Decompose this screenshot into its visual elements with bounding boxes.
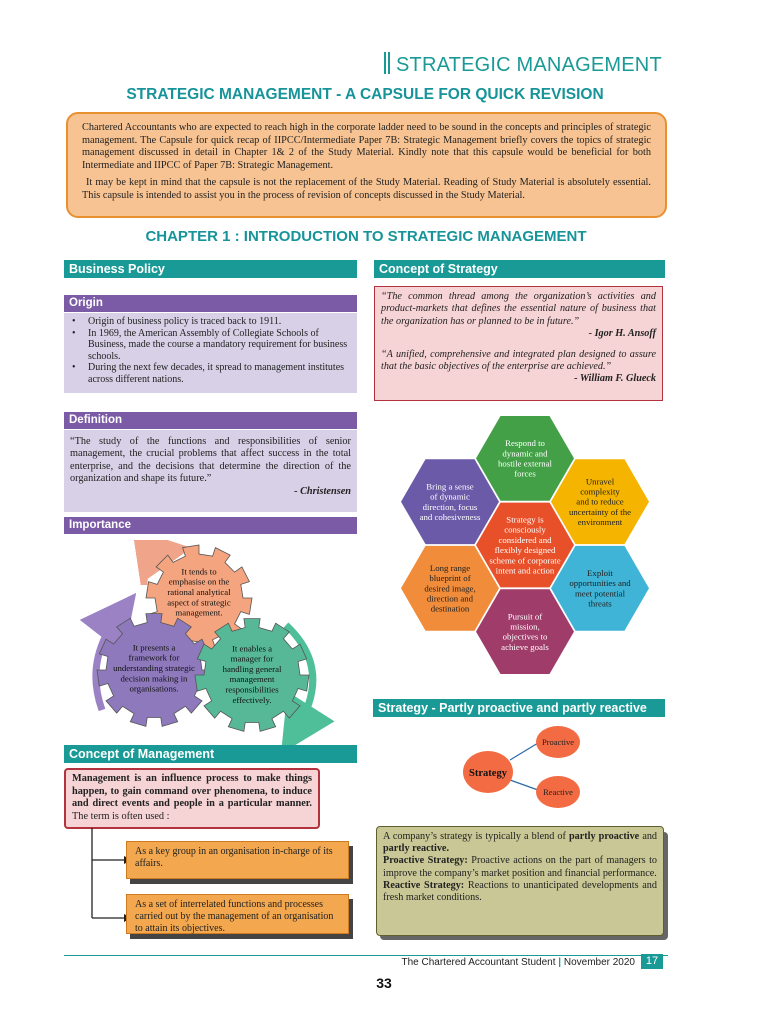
management-use-box: As a key group in an organisation in-charge of its affairs. [126,841,349,879]
gear-right-text: manager for [230,653,274,664]
proactive-strategy-def [383,855,657,879]
management-definition-box [64,768,320,829]
strategy-quote-2: “A unified, comprehensive and integrated plan designed to assure that the basic objectives of the enterprise are achieved.” [381,348,656,373]
gear-right-text: It enables a [231,643,273,654]
definition-text: “The study of the functions and responsibilities of senior management, the crucial problems that affect success in the total enterprise, and the decisions that determine the direction of the organization and shape its future.” [70,436,351,484]
footer-journal: The Chartered Accountant Student [401,957,556,968]
strategy-quote-1: “The common thread among the organization’s activities and product-markets that defines the essential nature of business that the organization has or planned to be in future.” [381,291,656,327]
hexagon-upper-right-text: and to reduce [576,496,624,507]
origin-point: • During the next few decades, it spread to management institutes across different nations. [72,362,351,385]
intro-paragraph-2: It may be kept in mind that the capsule is not the replacement of the Study Material. Reading of Study Material is absolutely essential. This capsule is intended to assist you in the process of revision of concepts discussed in the Study Material. [82,177,651,201]
gear-left-text: decision making in [120,673,188,684]
proactive-node-label: Proactive [541,737,575,747]
hexagon-lower-right-text: opportunities and [569,578,631,589]
origin-list [72,316,351,386]
hexagon-center-text: scheme of corporate [489,555,561,566]
management-definition-bold: Management is an influence process to make things happen, to gain command over phenomena, to induce and direct events and people in a particular manner. [72,773,312,810]
hexagon-bottom-text: objectives to [502,631,548,642]
reactive-node-label: Reactive [543,787,573,797]
hexagon-center-text: Strategy is [506,514,544,525]
footer-separator: | [555,957,564,968]
proactive-strategy-label: Proactive Strategy: [383,855,468,867]
gear-left-text: framework for [128,652,180,663]
running-head-text: STRATEGIC MANAGEMENT [396,54,662,76]
hexagon-top-text: hostile external [498,458,552,469]
origin-heading: Origin [64,295,357,312]
gear-left-text: It presents a [132,642,176,653]
gear-top-text: It tends to [181,566,217,577]
hexagon-lower-right-text: meet potential [574,588,626,599]
gear-top-text: aspect of strategic [167,597,231,608]
gear-right-text: management [229,674,275,685]
hexagon-lower-right-text: threats [588,598,612,609]
footer-folio: 17 [641,954,663,969]
reactive-strategy-text: Reactions to unanticipated developments and fresh market conditions. [383,879,657,904]
hexagon-center-text: consciously [504,524,546,535]
page-number: 33 [376,975,392,991]
hexagon-upper-left-text: direction, focus [422,501,478,512]
importance-gears-diagram [64,540,360,750]
strategy-quotes-box [374,286,663,401]
hexagon-upper-right-text: environment [577,517,623,528]
reactive-strategy-label: Reactive Strategy: [383,879,465,891]
gear-right-text: responsibilities [225,684,279,695]
strategy-quote-1-attribution: - Igor H. Ansoff [588,328,656,340]
hexagon-upper-left-text: and cohesiveness [419,512,481,522]
blend-intro-and: and [642,831,658,842]
concept-of-management-heading: Concept of Management [64,745,357,763]
origin-box [64,313,357,393]
blend-intro [383,831,657,855]
hexagon-lower-right-text: Exploit [587,568,613,578]
blend-intro-text: A company’s strategy is typically a blend of [383,831,566,842]
gear-right-text: effectively. [232,694,272,705]
strategy-nature-heading: Strategy - Partly proactive and partly reactive [373,699,665,717]
running-head-bars [384,52,390,74]
definition-heading: Definition [64,412,357,429]
page-title: STRATEGIC MANAGEMENT - A CAPSULE FOR QUICK REVISION [126,86,604,103]
gear-top-text: management. [175,607,223,618]
origin-point: • In 1969, the American Assembly of Collegiate Schools of Business, made the course a mandatory requirement for business schools. [72,328,351,363]
hexagon-bottom-text: Pursuit of [507,611,543,622]
hexagon-bottom-text: achieve goals [501,641,549,652]
hexagon-upper-right-text: complexity [580,486,620,497]
hexagon-center-text: intent and action [495,565,555,576]
definition-attribution: - Christensen [294,486,351,498]
definition-box [64,430,357,512]
hexagon-upper-left-text: of dynamic [430,491,470,502]
hexagon-lower-left-text: destination [430,603,470,614]
business-policy-heading: Business Policy [64,260,357,278]
footer-text [300,957,635,968]
hexagon-top-text: Respond to [505,438,545,449]
gear-right-text: handling general [222,663,282,674]
hexagon-upper-right-text: uncertainty of the [568,506,632,517]
reactive-strategy-def [383,880,657,904]
strategy-nature-diagram [450,725,600,815]
concept-of-strategy-heading: Concept of Strategy [374,260,665,278]
strategy-node-label: Strategy [469,768,507,779]
hexagon-center-text: flexibly designed [494,545,556,556]
blend-intro-reactive: partly reactive. [383,843,450,855]
hexagon-lower-left-text: blueprint of [429,573,471,584]
intro-box [66,112,667,218]
hexagon-lower-left-text: Long range [429,562,471,573]
hexagon-bottom-text: mission, [510,621,540,632]
footer-rule [64,955,668,956]
management-use-box: As a set of interrelated functions and processes carried out by the management of an organisation to attain its objectives. [126,894,349,934]
strategy-blend-box [376,826,664,936]
gear-left-text: organisations. [129,683,179,694]
hexagon-top-text: dynamic and [502,448,548,459]
intro-paragraph-1: Chartered Accountants who are expected to reach high in the corporate ladder need to be sound in the concepts and principles of strategic management. The Capsule for quick recap of IIPCC/Intermediate Paper 7B: Strategic Management briefly covers the topics of strategic management discussed in detail in Chapter 1& 2 of the Study Material. Kindly note that this capsule would be beneficial for both Intermediate and IIPCC of Paper 7B: Strategic Management. [82,122,651,171]
strategy-hexagon-diagram [380,402,670,692]
hexagon-lower-left-text: desired image, [424,583,476,594]
strategy-quote-2-attribution: - William F. Glueck [574,373,656,385]
hexagon-top-text: forces [514,468,536,479]
gear-left-text: understanding strategic [113,663,195,673]
running-head [384,50,674,80]
hexagon-center-text: considered and [498,534,552,545]
footer-issue: November 2020 [563,957,635,968]
gear-top-text: rational analytical [167,587,231,597]
chapter-title: CHAPTER 1 : INTRODUCTION TO STRATEGIC MANAGEMENT [145,228,587,245]
origin-point: • Origin of business policy is traced back to 1911. [72,316,351,328]
blend-intro-proactive: partly proactive [568,831,640,842]
hexagon-lower-left-text: direction and [426,593,474,604]
proactive-strategy-text: Proactive actions on the part of managers to improve the company’s market position and financial performance. [383,855,658,879]
hexagon-upper-right-text: Unravel [585,476,615,487]
gear-top-text: emphasise on the [168,576,230,587]
hexagon-upper-left-text: Bring a sense [426,481,474,492]
management-definition-rest: The term is often used : [72,810,170,822]
importance-heading: Importance [64,517,357,534]
